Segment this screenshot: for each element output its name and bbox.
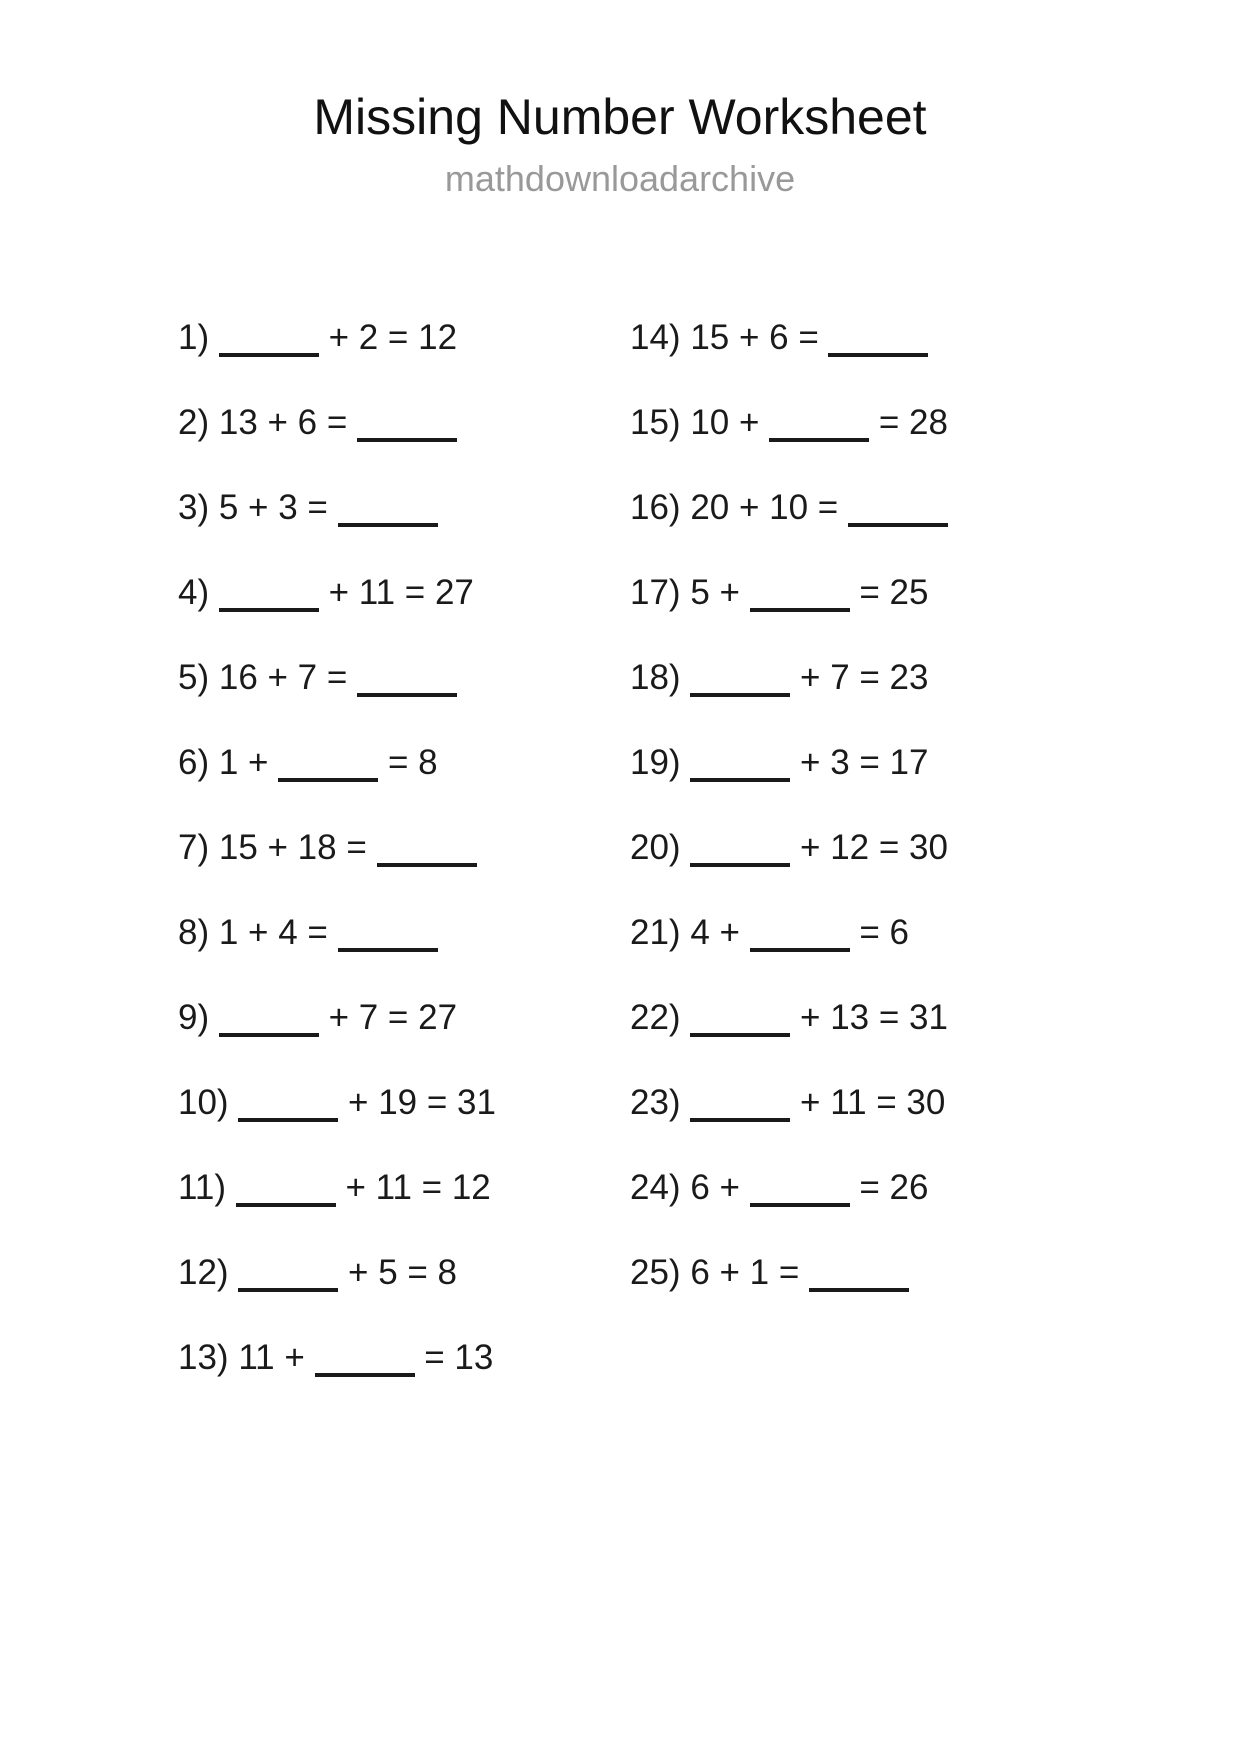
problem-number: 24) [630, 1168, 691, 1207]
problem-number: 14) [630, 318, 691, 357]
expression-before-blank: 15 + 6 = [690, 318, 829, 357]
expression-after-blank: + 11 = 27 [318, 573, 474, 612]
problem-row [178, 571, 630, 656]
answer-blank [690, 862, 790, 867]
expression-before-blank: 20 + 10 = [690, 488, 848, 527]
expression-after-blank: = 13 [414, 1338, 494, 1377]
problem-row [178, 1251, 630, 1336]
problem-number: 2) [178, 403, 219, 442]
problem-row [630, 1166, 1240, 1251]
problem-row [630, 401, 1240, 486]
problem-row [178, 401, 630, 486]
problem-number: 15) [630, 403, 691, 442]
problem-row [178, 1081, 630, 1166]
problem-row [630, 1251, 1240, 1336]
answer-blank [828, 352, 928, 357]
answer-blank [238, 1117, 338, 1122]
problem-number: 12) [178, 1253, 239, 1292]
problem-row [178, 741, 630, 826]
problem-row [630, 1081, 1240, 1166]
problem-row [178, 996, 630, 1081]
expression-after-blank: = 28 [869, 403, 948, 442]
problem-number: 20) [630, 828, 691, 867]
problem-number: 1) [178, 318, 219, 357]
answer-blank [278, 777, 378, 782]
expression-after-blank: = 26 [849, 1168, 929, 1207]
expression-before-blank: 5 + [690, 573, 750, 612]
expression-after-blank: + 3 = 17 [790, 743, 929, 782]
expression-before-blank: 10 + [690, 403, 770, 442]
answer-blank [848, 522, 948, 527]
answer-blank [219, 1032, 319, 1037]
answer-blank [238, 1287, 338, 1292]
problem-row [178, 1336, 630, 1421]
answer-blank [750, 947, 850, 952]
problem-number: 8) [178, 913, 219, 952]
problems-area [0, 316, 1240, 1421]
answer-blank [219, 607, 319, 612]
answer-blank [690, 1117, 790, 1122]
answer-blank [338, 947, 438, 952]
problem-number: 21) [630, 913, 691, 952]
problem-row [178, 826, 630, 911]
problem-number: 25) [630, 1253, 691, 1292]
answer-blank [750, 607, 850, 612]
problems-column-right [630, 316, 1240, 1336]
expression-before-blank: 13 + 6 = [218, 403, 358, 442]
problem-number: 19) [630, 743, 691, 782]
problem-row [630, 826, 1240, 911]
answer-blank [236, 1202, 336, 1207]
problem-number: 18) [630, 658, 691, 697]
problem-row [178, 656, 630, 741]
answer-blank [809, 1287, 909, 1292]
answer-blank [690, 777, 790, 782]
expression-after-blank: + 12 = 30 [790, 828, 948, 867]
problem-row [630, 741, 1240, 826]
worksheet-subtitle: mathdownloadarchive [444, 158, 796, 199]
problem-row [178, 316, 630, 401]
problem-number: 23) [630, 1083, 691, 1122]
expression-after-blank: + 11 = 12 [335, 1168, 491, 1207]
expression-before-blank: 5 + 3 = [218, 488, 338, 527]
expression-before-blank: 1 + [218, 743, 279, 782]
problem-row [630, 996, 1240, 1081]
answer-blank [357, 692, 457, 697]
answer-blank [219, 352, 319, 357]
expression-after-blank: + 7 = 23 [790, 658, 929, 697]
answer-blank [377, 862, 477, 867]
problem-number: 3) [178, 488, 219, 527]
expression-after-blank: + 19 = 31 [338, 1083, 496, 1122]
answer-blank [750, 1202, 850, 1207]
problem-number: 22) [630, 998, 691, 1037]
expression-after-blank: + 2 = 12 [318, 318, 458, 357]
expression-after-blank: = 6 [849, 913, 910, 952]
expression-after-blank: = 8 [378, 743, 438, 782]
expression-after-blank: + 5 = 8 [338, 1253, 458, 1292]
expression-before-blank: 6 + 1 = [690, 1253, 810, 1292]
problem-row [630, 656, 1240, 741]
problem-number: 16) [630, 488, 691, 527]
answer-blank [769, 437, 869, 442]
problem-row [630, 911, 1240, 996]
problem-row [178, 1166, 630, 1251]
problems-column-left [178, 316, 630, 1421]
problem-number: 9) [178, 998, 219, 1037]
expression-before-blank: 6 + [690, 1168, 750, 1207]
problem-row [630, 571, 1240, 656]
answer-blank [357, 437, 457, 442]
problem-number: 7) [178, 828, 219, 867]
answer-blank [690, 1032, 790, 1037]
expression-after-blank: + 11 = 30 [790, 1083, 946, 1122]
problem-row [630, 316, 1240, 401]
expression-before-blank: 11 + [238, 1338, 315, 1377]
answer-blank [690, 692, 790, 697]
expression-before-blank: 16 + 7 = [218, 658, 358, 697]
problem-number: 11) [178, 1168, 236, 1207]
problem-row [178, 911, 630, 996]
problem-number: 6) [178, 743, 219, 782]
answer-blank [338, 522, 438, 527]
worksheet-title: Missing Number Worksheet [313, 89, 927, 145]
expression-before-blank: 1 + 4 = [218, 913, 338, 952]
problem-row [630, 486, 1240, 571]
problem-number: 4) [178, 573, 219, 612]
expression-before-blank: 15 + 18 = [218, 828, 377, 867]
expression-after-blank: + 7 = 27 [318, 998, 458, 1037]
answer-blank [315, 1372, 415, 1377]
expression-before-blank: 4 + [690, 913, 750, 952]
problem-number: 10) [178, 1083, 239, 1122]
problem-number: 17) [630, 573, 691, 612]
problem-row [178, 486, 630, 571]
problem-number: 13) [178, 1338, 239, 1377]
expression-after-blank: = 25 [849, 573, 929, 612]
expression-after-blank: + 13 = 31 [790, 998, 948, 1037]
problem-number: 5) [178, 658, 219, 697]
